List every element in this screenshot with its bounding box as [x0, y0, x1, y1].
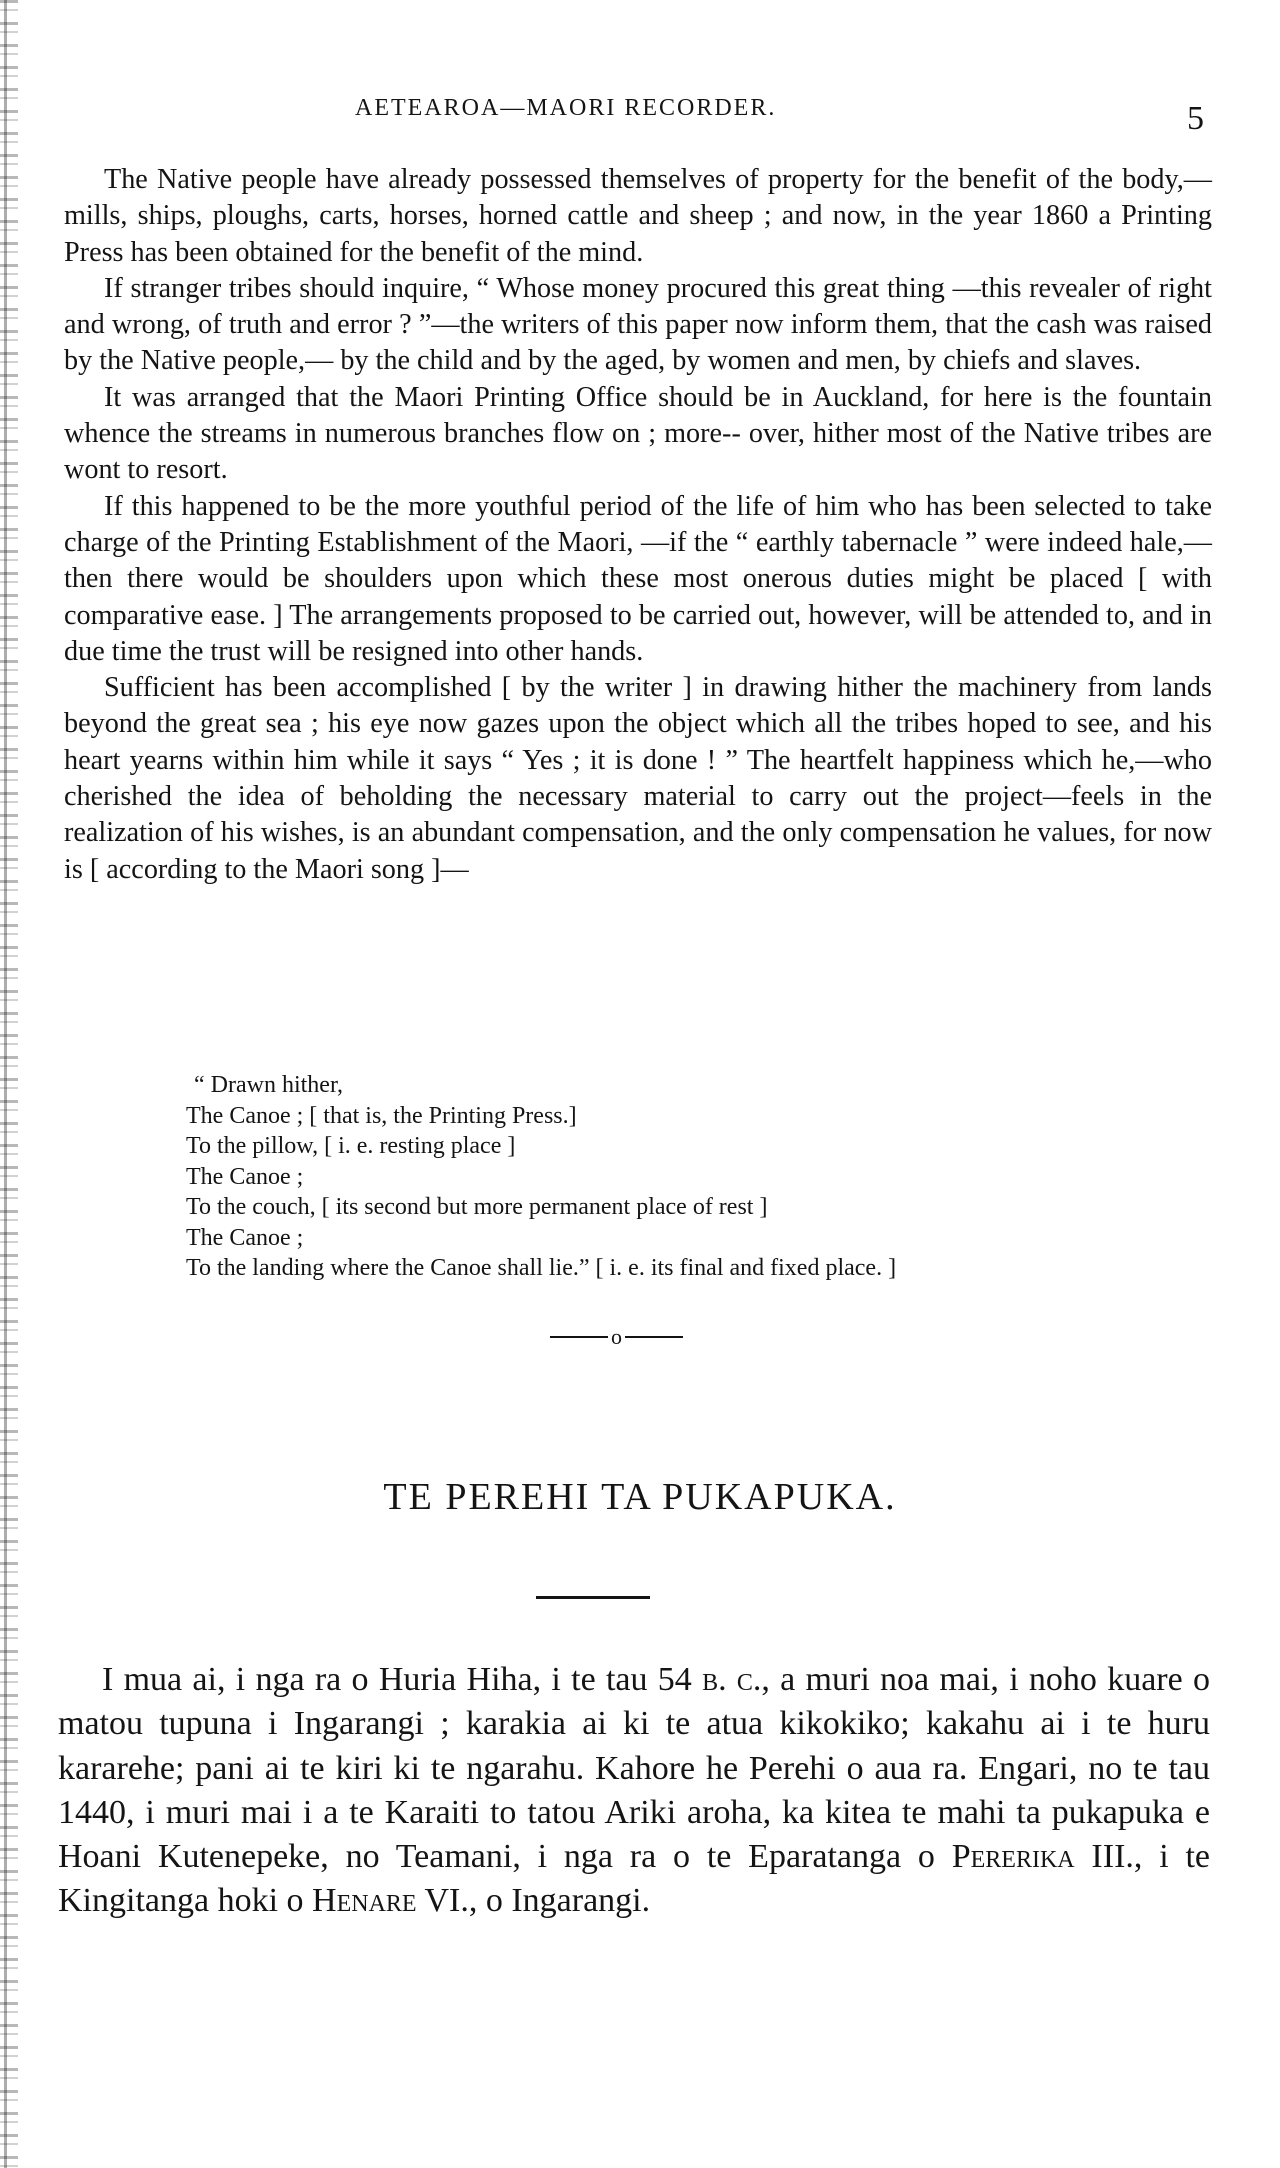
- paragraph: If this happened to be the more youthful period of the life of him who has been selected to take charge of the Printing Establishment of the Maori, —if the “ earthly tabernacle ” were indeed hale,—then there would be shoulders upon which these most onerous duties might be placed [ with comparative ease. ] The arrangements proposed to be carried out, however, will be attended to, and in due time the trust will be resigned into other hands.: [64, 490, 1212, 667]
- paragraph: If stranger tribes should inquire, “ Whose money procured this great thing —this revealer of right and wrong, of truth and error ? ”—the writers of this paper now inform them, that the cash was raised by the Native people,— by the child and by the aged, by women and men, by chiefs and slaves.: [64, 272, 1212, 377]
- song-line: To the pillow, [ i. e. resting place ]: [186, 1133, 516, 1159]
- maori-text-segment: I mua ai, i nga ra o Huria Hiha, i te tau 54: [102, 1661, 703, 1698]
- song-line: To the couch, [ its second but more permanent place of rest ]: [186, 1194, 768, 1220]
- maori-text-segment: , a muri noa mai, i noho kuare o matou tupuna i Ingarangi ; karakia ai ki te atua kikokiko; kakahu ai i te huru kararehe; pani ai te kiri ki te ngarahu. Kahore he Perehi o aua ra. Engari, no te tau 1440, i muri mai i a te Karaiti to tatou Ariki aroha, ka kitea te mahi ta pukapuka e Hoani Kutenepeke, no Teamani, i nga ra o te Eparatanga o: [58, 1661, 1210, 1876]
- maori-paragraph: [58, 1658, 1210, 1924]
- song-line: To the landing where the Canoe shall lie.” [ i. e. its final and fixed place. ]: [186, 1255, 897, 1281]
- divider-rule-left: [550, 1336, 608, 1338]
- era-abbreviation: b. c.: [702, 1661, 762, 1698]
- paragraph: Sufficient has been accomplished [ by the writer ] in drawing hither the machinery from lands beyond the great sea ; his eye now gazes upon the object which all the tribes hoped to see, and his heart yearns within him while it says “ Yes ; it is done ! ” The heartfelt happiness which he,—who cherished the idea of beholding the necessary material to carry out the project—feels in the realization of his wishes, is an abundant compensation, and the only compensation he values, for now is [ according to the Maori song ]—: [64, 672, 1212, 885]
- section-divider: [550, 1322, 683, 1350]
- paragraph: The Native people have already possessed themselves of property for the benefit of the body,—mills, ships, ploughs, carts, horses, horned cattle and sheep ; and now, in the year 1860 a Printing Press has been obtained for the benefit of the mind.: [64, 164, 1212, 268]
- binding-shadow: [4, 0, 7, 2168]
- maori-section: [58, 1658, 1210, 1924]
- person-name: Pererika: [951, 1838, 1075, 1876]
- page-number: 5: [1187, 100, 1204, 137]
- person-name: Henare: [312, 1882, 417, 1920]
- section-heading: TE PEREHI TA PUKAPUKA.: [383, 1476, 897, 1518]
- divider-rule-right: [625, 1336, 683, 1338]
- song-line: The Canoe ; [ that is, the Printing Press.]: [186, 1102, 577, 1129]
- song-line: The Canoe ;: [186, 1224, 304, 1251]
- maori-text-segment: III., i te Kingitanga hoki o: [58, 1838, 1210, 1920]
- binding-edge: [0, 0, 18, 2168]
- song-line: The Canoe ;: [186, 1163, 304, 1190]
- song-line: “ Drawn hither,: [194, 1072, 343, 1098]
- divider-ornament: o: [611, 1323, 622, 1349]
- maori-text-segment: VI., o Ingarangi.: [416, 1882, 651, 1920]
- running-head: AETEAROA—MAORI RECORDER.: [355, 95, 777, 121]
- paragraph: It was arranged that the Maori Printing Office should be in Auckland, for here is the fountain whence the streams in numerous branches flow on ; more-- over, hither most of the Native tribes are wont to resort.: [64, 381, 1212, 486]
- english-section: [64, 162, 1212, 888]
- song-quotation: [186, 1070, 1186, 1284]
- heading-rule: [536, 1596, 650, 1599]
